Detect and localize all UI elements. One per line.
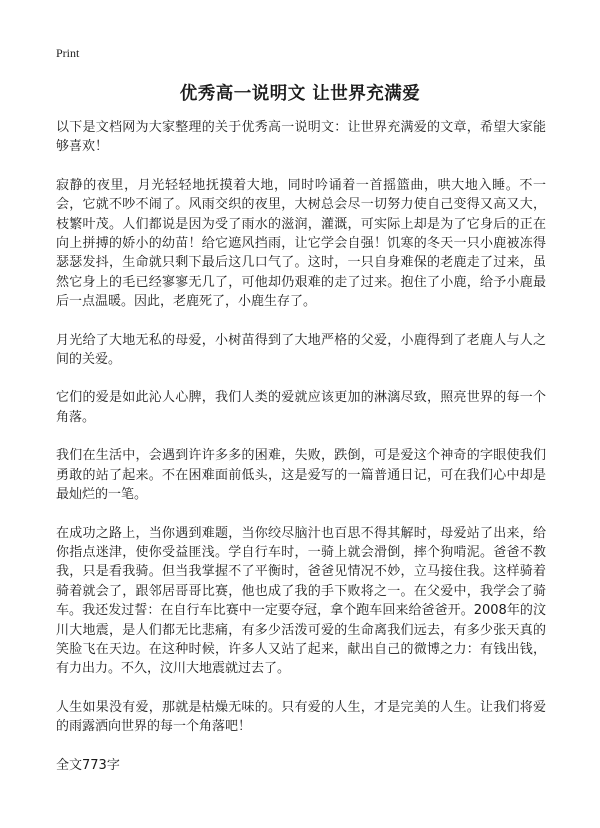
word-count: 全文773字 bbox=[56, 757, 120, 773]
article-title: 优秀高一说明文 让世界充满爱 bbox=[179, 84, 421, 104]
body-paragraph: 在成功之路上，当你遇到难题，当你绞尽脑汁也百思不得其解时，母爱站了出来，给你指点迷津，使你受益匪浅。学自行车时，一骑上就会滑倒，摔个狗啃泥。爸爸不教我，只是看我骑。但当我掌握不了平衡时，爸爸见情况不妙，立马接住我。这样骑着骑着就会了，跟邻居哥哥比赛，他也成了我的手下败将之一。在父爱中，我学会了骑车。我还发过誓：在自行车比赛中一定要夺冠，拿个跑车回来给爸爸开。2008年的汶川大地震，是人们都无比悲痛，有多少活泼可爱的生命离我们远去，有多少张天真的笑脸飞在天边。在这种时候，许多人又站了起来，献出自己的微博之力：有钱出钱，有力出力。不久，汶川大地震就过去了。 bbox=[56, 525, 546, 677]
print-link[interactable]: Print bbox=[56, 46, 80, 60]
body-paragraph: 月光给了大地无私的母爱，小树苗得到了大地严格的父爱，小鹿得到了老鹿人与人之间的关爱。 bbox=[56, 332, 546, 368]
body-paragraph: 我们在生活中，会遇到许许多多的困难，失败，跌倒，可是爱这个神奇的字眼使我们勇敢的站了起来。不在困难面前低头，这是爱写的一篇普通日记，可在我们心中却是最灿烂的一笔。 bbox=[56, 448, 546, 503]
intro-paragraph: 以下是文档网为大家整理的关于优秀高一说明文：让世界充满爱的文章，希望大家能够喜欢！ bbox=[56, 120, 546, 155]
body-paragraph: 寂静的夜里，月光轻轻地抚摸着大地，同时吟诵着一首摇篮曲，哄大地入睡。不一会，它就不吵不闹了。风雨交织的夜里，大树总会尽一切努力使自己变得又高又大，枝繁叶茂。人们都说是因为受了雨水的滋润，灌溉，可实际上却是为了它身后的正在向上拼搏的娇小的幼苗！给它遮风挡雨，让它学会自强！饥寒的冬天一只小鹿被冻得瑟瑟发抖，生命就只剩下最后这几口气了。这时，一只自身难保的老鹿走了过来，虽然它身上的毛已经寥寥无几了，可他却仍艰难的走了过来。抱住了小鹿，给予小鹿最后一点温暖。因此，老鹿死了，小鹿生存了。 bbox=[56, 177, 546, 310]
body-paragraph: 它们的爱是如此沁人心脾，我们人类的爱就应该更加的淋漓尽致，照亮世界的每一个角落。 bbox=[56, 390, 546, 425]
article-body bbox=[56, 118, 546, 775]
closing-paragraph: 人生如果没有爱，那就是枯燥无味的。只有爱的人生，才是完美的人生。让我们将爱的雨露洒向世界的每一个角落吧！ bbox=[56, 699, 546, 735]
